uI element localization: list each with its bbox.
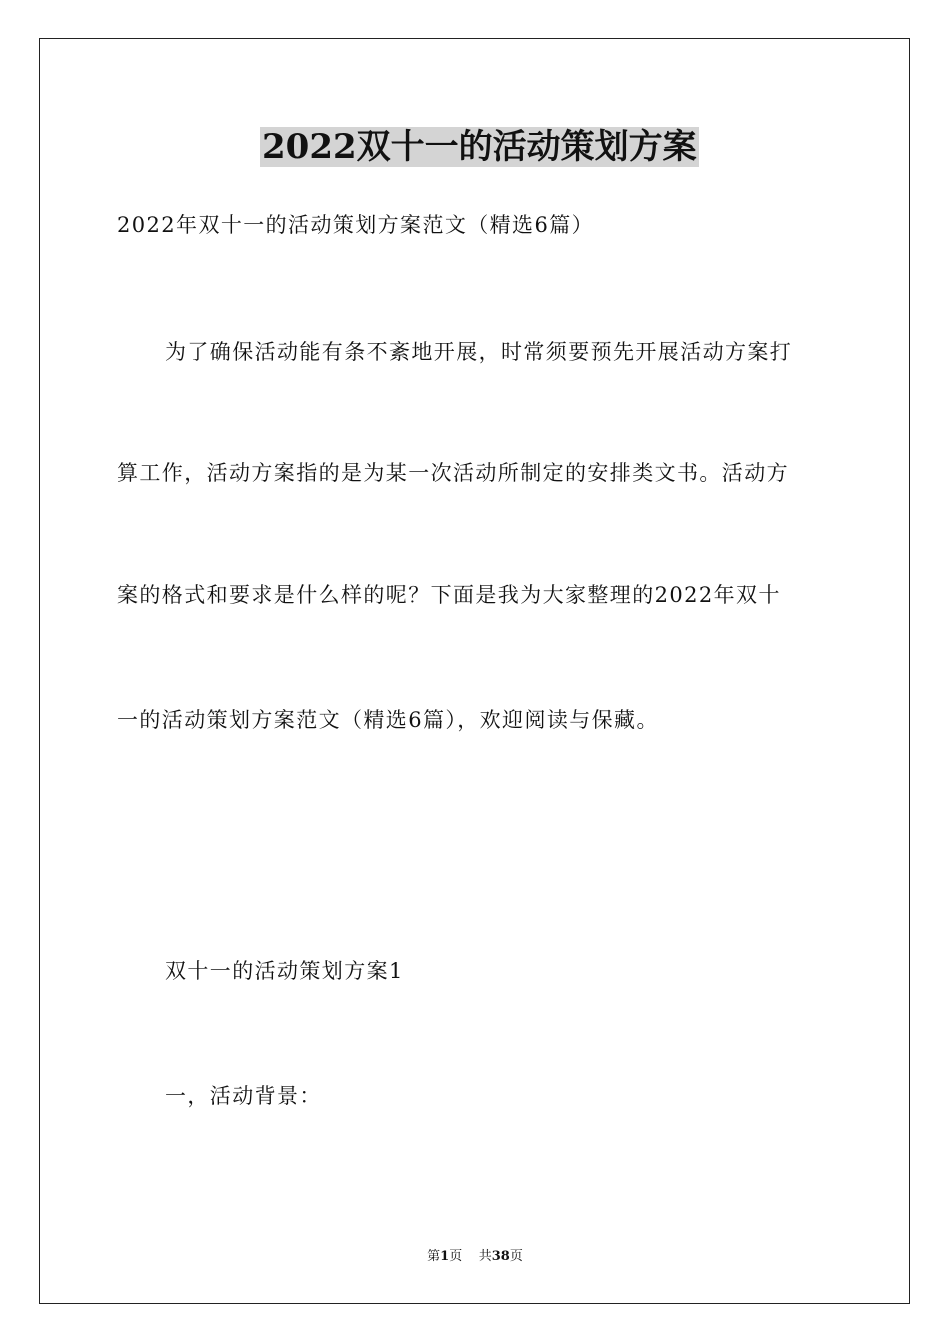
- intro-line-3: 案的格式和要求是什么样的呢？下面是我为大家整理的2022年双十: [117, 583, 781, 607]
- footer-page-number: 1: [440, 1249, 450, 1264]
- document-subtitle: 2022年双十一的活动策划方案范文（精选6篇）: [117, 213, 595, 237]
- subsection-heading: 一，活动背景：: [165, 1084, 322, 1108]
- footer-total-suffix: 页: [509, 1249, 523, 1264]
- footer-total-prefix: 共: [478, 1249, 492, 1264]
- intro-line-1: 为了确保活动能有条不紊地开展，时常须要预先开展活动方案打: [165, 340, 793, 364]
- footer-page-prefix: 第: [427, 1249, 441, 1264]
- footer-total-pages: 38: [491, 1249, 510, 1264]
- section-heading: 双十一的活动策划方案1: [165, 959, 404, 983]
- document-title: 2022双十一的活动策划方案: [262, 127, 697, 167]
- footer-page-suffix: 页: [449, 1249, 463, 1264]
- page-footer: [0, 1248, 950, 1266]
- intro-line-2: 算工作，活动方案指的是为某一次活动所制定的安排类文书。活动方: [117, 461, 789, 485]
- intro-line-4: 一的活动策划方案范文（精选6篇），欢迎阅读与保藏。: [117, 708, 659, 732]
